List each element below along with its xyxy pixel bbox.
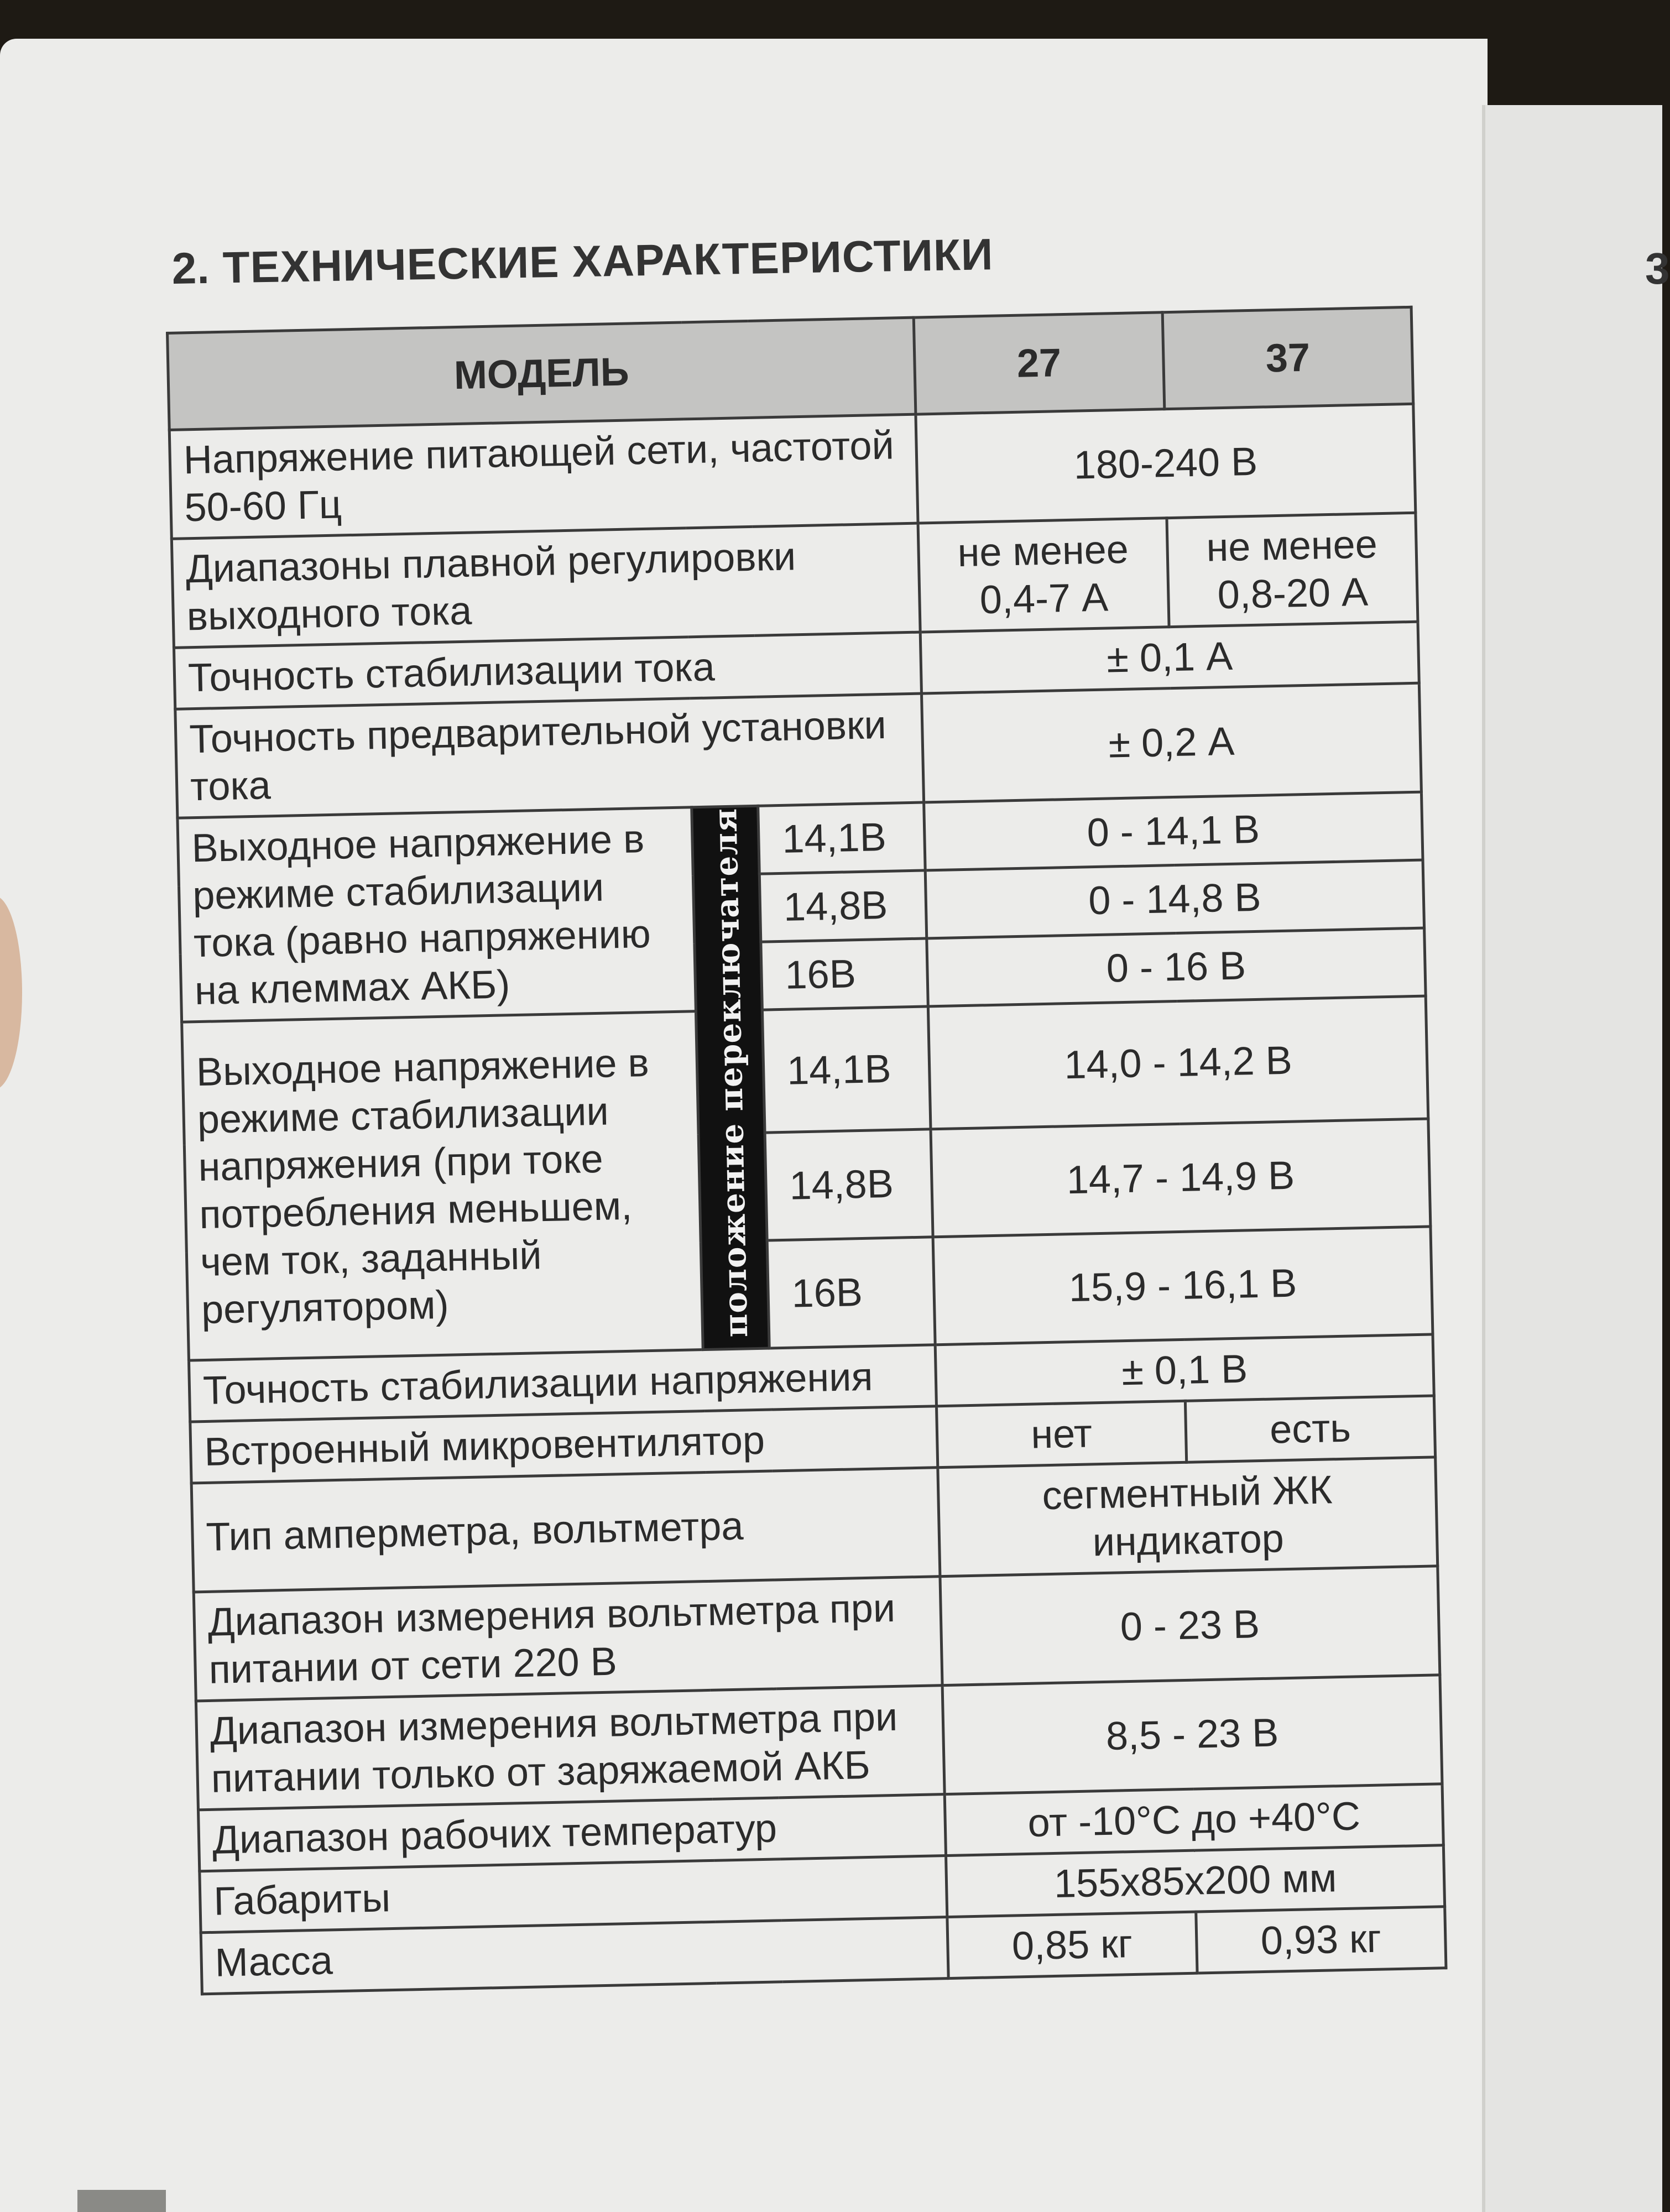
- row-value: 15,9 - 16,1 В: [933, 1227, 1433, 1345]
- row-value: 0 - 23 В: [940, 1566, 1440, 1686]
- row-value: 0 - 14,1 В: [924, 792, 1423, 870]
- header-model-37: 37: [1162, 307, 1413, 409]
- row-label: Тип амперметра, вольтметра: [191, 1468, 940, 1592]
- row-value: 14,0 - 14,2 В: [928, 996, 1428, 1129]
- switch-position: 14,8В: [759, 870, 927, 942]
- row-value-27: 0,85 кг: [947, 1912, 1197, 1979]
- switch-position-text: положение переключателя: [706, 807, 755, 1338]
- specs-table: [166, 306, 1448, 1996]
- switch-position: 14,8В: [765, 1129, 933, 1240]
- next-page-edge: [1482, 105, 1662, 2212]
- row-value: 0 - 14,8 В: [925, 860, 1424, 938]
- switch-position: 14,1В: [762, 1006, 931, 1133]
- row-label: Диапазон измерения вольтметра при питании от сети 220 В: [194, 1577, 942, 1701]
- row-value: 8,5 - 23 В: [942, 1675, 1442, 1794]
- row-label: Встроенный микровентилятор: [190, 1406, 938, 1483]
- row-label: Габариты: [200, 1856, 947, 1933]
- row-value: ± 0,2 А: [921, 683, 1421, 802]
- switch-position: 14,1В: [758, 802, 926, 874]
- cv-voltage-label: Выходное напряжение в режиме стабилизации напряжения (при токе потребления меньшем, чем ток, заданный регулятором): [182, 1011, 703, 1361]
- header-model-27: 27: [914, 312, 1165, 414]
- row-label: Точность предварительной установки тока: [175, 693, 924, 818]
- row-label: Диапазоны плавной регулировки выходного тока: [171, 523, 920, 648]
- row-value-37: 0,93 кг: [1196, 1907, 1446, 1973]
- switch-position: 16В: [767, 1237, 935, 1348]
- row-value: ± 0,1 В: [935, 1334, 1434, 1406]
- row-label: Точность стабилизации тока: [174, 632, 921, 709]
- row-value: 155x85x200 мм: [946, 1845, 1445, 1917]
- row-value-37: есть: [1185, 1396, 1435, 1462]
- row-label: Диапазон измерения вольтметра при питании только от заряжаемой АКБ: [196, 1686, 944, 1810]
- switch-position: 16В: [761, 938, 928, 1010]
- row-label: Диапазон рабочих температур: [198, 1794, 946, 1871]
- switch-position-label: [692, 806, 770, 1350]
- header-model: МОДЕЛЬ: [168, 317, 916, 430]
- next-page-fragment: 3: [1645, 244, 1670, 293]
- row-value-37: не менее 0,8-20 А: [1167, 513, 1418, 627]
- row-label: Напряжение питающей сети, частотой 50-60 Гц: [169, 414, 918, 539]
- row-value: 0 - 16 В: [927, 928, 1426, 1006]
- row-value: от -10°С до +40°С: [944, 1784, 1443, 1856]
- section-heading: 2. ТЕХНИЧЕСКИЕ ХАРАКТЕРИСТИКИ: [171, 229, 994, 293]
- row-value: 14,7 - 14,9 В: [931, 1119, 1431, 1237]
- row-value-27: не менее 0,4-7 А: [918, 518, 1169, 632]
- cc-voltage-label: Выходное напряжение в режиме стабилизации тока (равно напряжению на клеммах АКБ): [178, 807, 696, 1022]
- row-value: ± 0,1 А: [920, 622, 1419, 693]
- row-value: сегментный ЖК индикатор: [938, 1457, 1438, 1577]
- row-value: 180-240 В: [916, 404, 1416, 523]
- page-corner-mark: [77, 2190, 166, 2212]
- row-label: Масса: [201, 1917, 948, 1994]
- row-value-27: нет: [937, 1401, 1187, 1468]
- row-label: Точность стабилизации напряжения: [189, 1345, 936, 1422]
